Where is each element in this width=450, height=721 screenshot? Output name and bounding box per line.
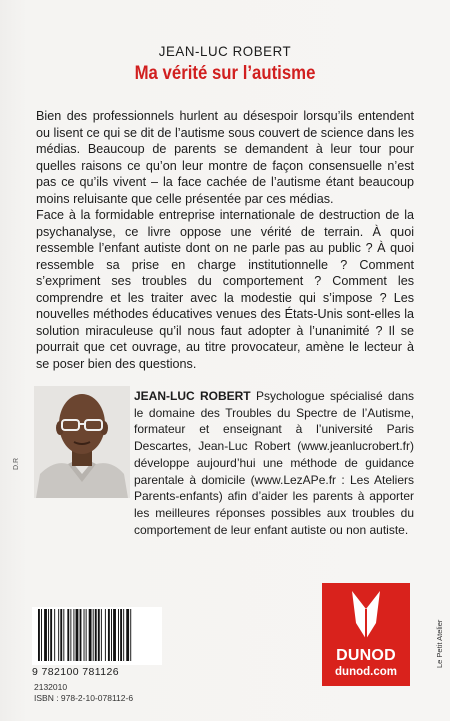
product-code: 2132010	[34, 682, 68, 692]
blurb-paragraph-1: Bien des professionnels hurlent au désespoir lorsqu’ils entendent ou lisent ce qui se dit de l’autisme sous couvert de science dans les médias. Beaucoup de parents se demandent à leur tour pour quelles raisons ce qu’on leur montre de façon consensuelle n’est pas ce qu’ils vivent – la face cachée de l’autisme étant beaucoup moins reluisante que celle présentée par ces médias.	[36, 109, 414, 206]
author-bio	[134, 388, 414, 538]
author-portrait-image	[34, 386, 130, 498]
photo-credit: D.R	[13, 457, 20, 470]
bio-author-name: JEAN-LUC ROBERT	[134, 389, 251, 403]
bio-text: Psychologue spécialisé dans le domaine des Troubles du Spectre de l’Autisme, formateur et enseignant à l’université Paris Descartes, Jean-Luc Robert (www.jeanlucrobert.fr) développe aujourd’hui une méthode de guidance parentale à domicile (www.LezAPe.fr : Les Ateliers Parents-enfants) afin d’aider les parents à apporter les meilleures réponses possibles aux troubles du comportement de leur enfant autiste ou non autiste.	[134, 389, 414, 537]
book-title: Ma vérité sur l’autisme	[134, 62, 316, 84]
blurb-paragraph-2: Face à la formidable entreprise internationale de destruction de la psychanalyse, ce livre oppose une vérité de terrain. À quoi ressemble l’enfant autiste dont on ne parle pas au public ? À quoi ressemble sa prise en charge institutionnelle ? Comment s’expriment ses troubles du comportement ? Comment les comprendre et les traiter avec la modestie qui s’impose ? Les nouvelles méthodes éducatives venues des États-Unis sont-elles la solution miraculeuse qu’il nous faut adopter à l’unanimité ? Il se pourrait que cet ouvrage, au titre provocateur, amène le lecteur à se poser bien des questions.	[36, 208, 414, 371]
barcode	[32, 607, 162, 675]
isbn: ISBN : 978-2-10-078112-6	[34, 693, 134, 703]
publisher-name: DUNOD	[336, 647, 396, 664]
barcode-digits: 9 782100 781126	[32, 666, 119, 678]
blurb	[36, 108, 414, 372]
series-name: Le Petit Atelier	[435, 619, 444, 668]
dunod-emblem-icon	[322, 583, 410, 645]
publisher-url: dunod.com	[335, 666, 397, 678]
author-name: JEAN-LUC ROBERT	[158, 43, 292, 59]
author-photo	[34, 386, 130, 498]
barcode-bars	[32, 607, 162, 665]
dunod-logo	[322, 583, 410, 686]
